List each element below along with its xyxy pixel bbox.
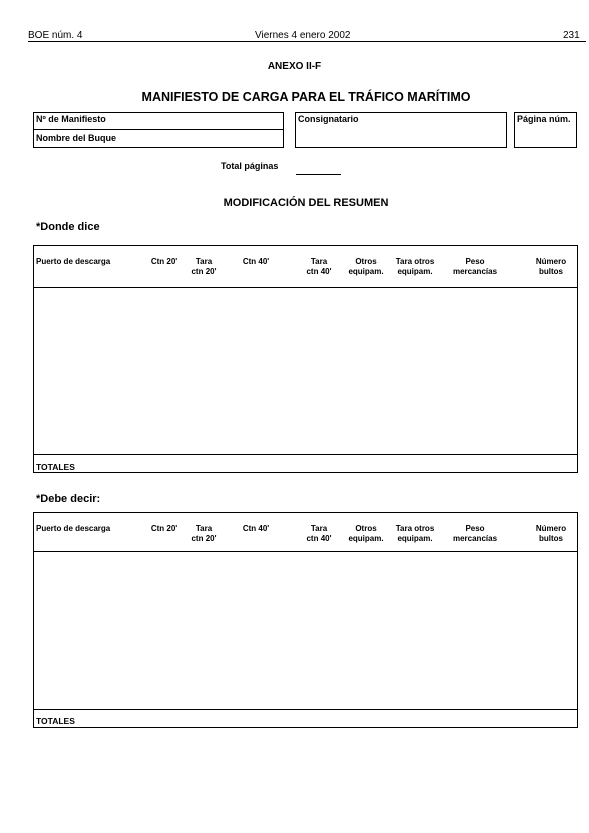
- col-header-port: Puerto de descarga: [36, 257, 111, 266]
- col-header-ctn40: Ctn 40': [242, 257, 270, 266]
- form-title: MANIFIESTO DE CARGA PARA EL TRÁFICO MARÍTIMO: [141, 90, 471, 104]
- col-header-goods-weight: Peso mercancías: [452, 524, 498, 543]
- col-header-tara-ctn20: Tara ctn 20': [191, 524, 217, 543]
- col-header-tara-ctn40: Tara ctn 40': [306, 257, 332, 276]
- col-header-port: Puerto de descarga: [36, 524, 111, 533]
- manifest-box: [33, 112, 284, 148]
- col-header-tara-ctn20: Tara ctn 20': [191, 257, 217, 276]
- col-header-tara-other-equipment: Tara otros equipam.: [395, 257, 435, 276]
- page-number-box: [514, 112, 577, 148]
- totals-row-divider: [34, 454, 577, 455]
- col-header-package-count: Número bultos: [535, 257, 567, 276]
- ship-name-label: Nombre del Buque: [36, 133, 117, 143]
- col-header-other-equipment: Otros equipam.: [348, 257, 384, 276]
- col-header-ctn40: Ctn 40': [242, 524, 270, 533]
- col-header-other-equipment: Otros equipam.: [348, 524, 384, 543]
- consignee-box: [295, 112, 507, 148]
- annex-title: ANEXO II-F: [267, 61, 322, 72]
- header-journal: BOE núm. 4: [28, 30, 83, 41]
- summary-table-corrected: [33, 512, 578, 728]
- totals-row-divider: [34, 709, 577, 710]
- consignee-label: Consignatario: [298, 114, 359, 124]
- page-number-label: Página núm.: [517, 114, 571, 124]
- header-row-divider: [34, 551, 577, 552]
- col-header-ctn20: Ctn 20': [150, 257, 178, 266]
- manifest-box-divider: [34, 129, 283, 130]
- section-heading-original: *Donde dice: [36, 221, 100, 233]
- header-date: Viernes 4 enero 2002: [255, 30, 351, 41]
- col-header-goods-weight: Peso mercancías: [452, 257, 498, 276]
- header-rule: [28, 41, 586, 42]
- total-pages-label: Total páginas: [221, 161, 279, 171]
- summary-modification-title: MODIFICACIÓN DEL RESUMEN: [223, 197, 389, 209]
- totals-label: TOTALES: [36, 462, 75, 472]
- col-header-ctn20: Ctn 20': [150, 524, 178, 533]
- col-header-tara-ctn40: Tara ctn 40': [306, 524, 332, 543]
- section-heading-corrected: *Debe decir:: [36, 493, 101, 505]
- header-row-divider: [34, 287, 577, 288]
- total-pages-blank: [296, 174, 341, 175]
- summary-table-original: [33, 245, 578, 473]
- col-header-tara-other-equipment: Tara otros equipam.: [395, 524, 435, 543]
- manifest-number-label: Nº de Manifiesto: [36, 114, 106, 124]
- totals-label: TOTALES: [36, 716, 75, 726]
- col-header-package-count: Número bultos: [535, 524, 567, 543]
- header-page-number: 231: [563, 30, 580, 41]
